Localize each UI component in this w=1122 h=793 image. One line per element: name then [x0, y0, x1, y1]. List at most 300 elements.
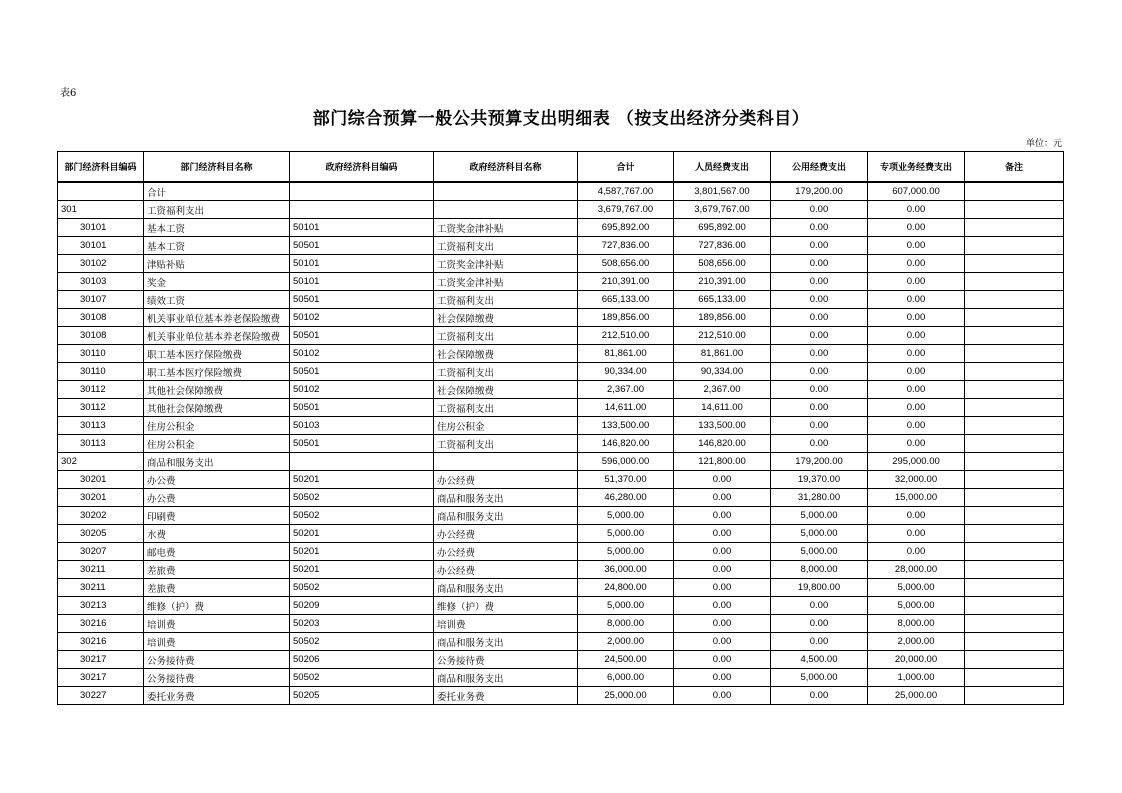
gov-name-cell: 委托业务费 — [434, 687, 578, 705]
dept-code-cell: 30216 — [58, 633, 144, 651]
public-cell: 0.00 — [771, 687, 868, 705]
gov-code-cell: 50501 — [290, 435, 434, 453]
special-cell: 20,000.00 — [868, 651, 965, 669]
total-cell: 24,800.00 — [578, 579, 674, 597]
gov-code-cell: 50205 — [290, 687, 434, 705]
total-cell: 36,000.00 — [578, 561, 674, 579]
special-cell: 0.00 — [868, 255, 965, 273]
special-cell: 295,000.00 — [868, 453, 965, 471]
table-row — [58, 255, 1064, 273]
gov-name-cell: 工资福利支出 — [434, 399, 578, 417]
public-cell: 0.00 — [771, 435, 868, 453]
table-row — [58, 182, 1064, 201]
note-cell — [965, 399, 1064, 417]
personnel-cell: 90,334.00 — [674, 363, 771, 381]
public-cell: 0.00 — [771, 363, 868, 381]
gov-code-cell: 50502 — [290, 669, 434, 687]
gov-name-cell: 办公经费 — [434, 471, 578, 489]
table-row — [58, 435, 1064, 453]
note-cell — [965, 327, 1064, 345]
public-cell: 0.00 — [771, 615, 868, 633]
special-cell: 0.00 — [868, 273, 965, 291]
gov-name-cell: 社会保障缴费 — [434, 345, 578, 363]
public-cell: 0.00 — [771, 417, 868, 435]
personnel-cell: 508,656.00 — [674, 255, 771, 273]
note-cell — [965, 687, 1064, 705]
total-cell: 51,370.00 — [578, 471, 674, 489]
table-row — [58, 615, 1064, 633]
personnel-cell: 14,611.00 — [674, 399, 771, 417]
gov-code-cell: 50101 — [290, 219, 434, 237]
dept-code-cell: 30205 — [58, 525, 144, 543]
note-cell — [965, 453, 1064, 471]
dept-name-cell: 合计 — [144, 182, 290, 201]
table-row — [58, 201, 1064, 219]
special-cell: 5,000.00 — [868, 597, 965, 615]
personnel-cell: 0.00 — [674, 687, 771, 705]
header-row — [58, 152, 1064, 183]
table-label: 表6 — [60, 88, 77, 99]
table-row — [58, 327, 1064, 345]
personnel-cell: 727,836.00 — [674, 237, 771, 255]
table-row — [58, 453, 1064, 471]
dept-code-cell: 30227 — [58, 687, 144, 705]
dept-name-cell: 津贴补贴 — [144, 255, 290, 273]
gov-name-cell: 工资福利支出 — [434, 327, 578, 345]
personnel-cell: 2,367.00 — [674, 381, 771, 399]
personnel-cell: 121,800.00 — [674, 453, 771, 471]
note-cell — [965, 669, 1064, 687]
special-cell: 2,000.00 — [868, 633, 965, 651]
dept-code-cell: 30211 — [58, 579, 144, 597]
personnel-cell: 133,500.00 — [674, 417, 771, 435]
personnel-cell: 0.00 — [674, 507, 771, 525]
total-cell: 14,611.00 — [578, 399, 674, 417]
public-cell: 0.00 — [771, 273, 868, 291]
special-cell: 0.00 — [868, 327, 965, 345]
public-cell: 4,500.00 — [771, 651, 868, 669]
note-cell — [965, 471, 1064, 489]
public-cell: 8,000.00 — [771, 561, 868, 579]
special-cell: 25,000.00 — [868, 687, 965, 705]
dept-code-cell: 30201 — [58, 471, 144, 489]
dept-name-cell: 委托业务费 — [144, 687, 290, 705]
budget-table — [57, 151, 1064, 705]
special-cell: 0.00 — [868, 219, 965, 237]
total-cell: 4,587,767.00 — [578, 182, 674, 201]
note-cell — [965, 417, 1064, 435]
note-cell — [965, 345, 1064, 363]
total-cell: 2,367.00 — [578, 381, 674, 399]
column-header: 专项业务经费支出 — [868, 152, 965, 183]
public-cell: 0.00 — [771, 201, 868, 219]
gov-code-cell: 50501 — [290, 237, 434, 255]
page-title: 部门综合预算一般公共预算支出明细表 （按支出经济分类科目） — [312, 109, 810, 129]
gov-name-cell — [434, 182, 578, 201]
dept-name-cell: 机关事业单位基本养老保险缴费 — [144, 309, 290, 327]
dept-code-cell: 30217 — [58, 651, 144, 669]
table-row — [58, 633, 1064, 651]
gov-name-cell: 维修（护）费 — [434, 597, 578, 615]
dept-code-cell: 30110 — [58, 345, 144, 363]
dept-name-cell: 差旅费 — [144, 561, 290, 579]
note-cell — [965, 615, 1064, 633]
dept-code-cell: 30102 — [58, 255, 144, 273]
column-header: 部门经济科目名称 — [144, 152, 290, 183]
note-cell — [965, 435, 1064, 453]
dept-code-cell: 30112 — [58, 399, 144, 417]
gov-code-cell: 50501 — [290, 363, 434, 381]
dept-name-cell: 印刷费 — [144, 507, 290, 525]
personnel-cell: 0.00 — [674, 633, 771, 651]
total-cell: 3,679,767.00 — [578, 201, 674, 219]
gov-code-cell — [290, 453, 434, 471]
gov-name-cell: 工资福利支出 — [434, 435, 578, 453]
dept-name-cell: 维修（护）费 — [144, 597, 290, 615]
gov-name-cell: 商品和服务支出 — [434, 579, 578, 597]
public-cell: 0.00 — [771, 633, 868, 651]
dept-code-cell: 302 — [58, 453, 144, 471]
column-header: 政府经济科目名称 — [434, 152, 578, 183]
public-cell: 0.00 — [771, 219, 868, 237]
note-cell — [965, 309, 1064, 327]
dept-code-cell: 30201 — [58, 489, 144, 507]
gov-code-cell: 50501 — [290, 291, 434, 309]
personnel-cell: 695,892.00 — [674, 219, 771, 237]
dept-name-cell: 培训费 — [144, 633, 290, 651]
total-cell: 727,836.00 — [578, 237, 674, 255]
note-cell — [965, 291, 1064, 309]
personnel-cell: 0.00 — [674, 561, 771, 579]
table-row — [58, 399, 1064, 417]
table-row — [58, 525, 1064, 543]
special-cell: 0.00 — [868, 399, 965, 417]
gov-code-cell: 50502 — [290, 507, 434, 525]
total-cell: 133,500.00 — [578, 417, 674, 435]
dept-code-cell: 30108 — [58, 327, 144, 345]
public-cell: 0.00 — [771, 237, 868, 255]
column-header: 备注 — [965, 152, 1064, 183]
dept-name-cell: 机关事业单位基本养老保险缴费 — [144, 327, 290, 345]
dept-code-cell: 30103 — [58, 273, 144, 291]
dept-name-cell: 邮电费 — [144, 543, 290, 561]
column-header: 公用经费支出 — [771, 152, 868, 183]
gov-code-cell: 50206 — [290, 651, 434, 669]
table-row — [58, 363, 1064, 381]
dept-name-cell: 基本工资 — [144, 219, 290, 237]
dept-name-cell: 办公费 — [144, 489, 290, 507]
gov-code-cell — [290, 201, 434, 219]
dept-name-cell: 职工基本医疗保险缴费 — [144, 345, 290, 363]
public-cell: 179,200.00 — [771, 182, 868, 201]
gov-name-cell: 工资福利支出 — [434, 363, 578, 381]
dept-name-cell: 办公费 — [144, 471, 290, 489]
gov-code-cell: 50203 — [290, 615, 434, 633]
dept-code-cell: 30213 — [58, 597, 144, 615]
dept-code-cell: 30108 — [58, 309, 144, 327]
gov-code-cell: 50501 — [290, 327, 434, 345]
total-cell: 8,000.00 — [578, 615, 674, 633]
public-cell: 0.00 — [771, 399, 868, 417]
special-cell: 607,000.00 — [868, 182, 965, 201]
gov-name-cell: 工资奖金津补贴 — [434, 273, 578, 291]
dept-name-cell: 差旅费 — [144, 579, 290, 597]
note-cell — [965, 201, 1064, 219]
personnel-cell: 0.00 — [674, 579, 771, 597]
note-cell — [965, 489, 1064, 507]
personnel-cell: 0.00 — [674, 615, 771, 633]
personnel-cell: 665,133.00 — [674, 291, 771, 309]
gov-code-cell: 50102 — [290, 381, 434, 399]
special-cell: 5,000.00 — [868, 579, 965, 597]
dept-code-cell: 301 — [58, 201, 144, 219]
public-cell: 5,000.00 — [771, 525, 868, 543]
dept-name-cell: 公务接待费 — [144, 669, 290, 687]
dept-name-cell: 其他社会保障缴费 — [144, 381, 290, 399]
dept-name-cell: 住房公积金 — [144, 435, 290, 453]
special-cell: 32,000.00 — [868, 471, 965, 489]
total-cell: 25,000.00 — [578, 687, 674, 705]
special-cell: 0.00 — [868, 417, 965, 435]
dept-code-cell: 30101 — [58, 237, 144, 255]
gov-code-cell — [290, 182, 434, 201]
dept-code-cell: 30202 — [58, 507, 144, 525]
personnel-cell: 0.00 — [674, 525, 771, 543]
gov-name-cell: 公务接待费 — [434, 651, 578, 669]
gov-name-cell: 办公经费 — [434, 525, 578, 543]
personnel-cell: 0.00 — [674, 543, 771, 561]
dept-code-cell: 30207 — [58, 543, 144, 561]
total-cell: 189,856.00 — [578, 309, 674, 327]
total-cell: 46,280.00 — [578, 489, 674, 507]
gov-code-cell: 50101 — [290, 255, 434, 273]
gov-code-cell: 50501 — [290, 399, 434, 417]
public-cell: 5,000.00 — [771, 669, 868, 687]
dept-name-cell: 水费 — [144, 525, 290, 543]
special-cell: 8,000.00 — [868, 615, 965, 633]
table-row — [58, 237, 1064, 255]
note-cell — [965, 219, 1064, 237]
note-cell — [965, 507, 1064, 525]
gov-code-cell: 50502 — [290, 579, 434, 597]
dept-name-cell: 培训费 — [144, 615, 290, 633]
special-cell: 0.00 — [868, 525, 965, 543]
personnel-cell: 81,861.00 — [674, 345, 771, 363]
gov-code-cell: 50502 — [290, 633, 434, 651]
public-cell: 0.00 — [771, 309, 868, 327]
personnel-cell: 146,820.00 — [674, 435, 771, 453]
gov-name-cell: 办公经费 — [434, 543, 578, 561]
note-cell — [965, 597, 1064, 615]
table-row — [58, 687, 1064, 705]
special-cell: 0.00 — [868, 237, 965, 255]
gov-name-cell: 社会保障缴费 — [434, 309, 578, 327]
column-header: 人员经费支出 — [674, 152, 771, 183]
table-row — [58, 381, 1064, 399]
personnel-cell: 189,856.00 — [674, 309, 771, 327]
personnel-cell: 0.00 — [674, 471, 771, 489]
table-row — [58, 507, 1064, 525]
public-cell: 19,800.00 — [771, 579, 868, 597]
note-cell — [965, 633, 1064, 651]
public-cell: 31,280.00 — [771, 489, 868, 507]
special-cell: 0.00 — [868, 543, 965, 561]
dept-name-cell: 商品和服务支出 — [144, 453, 290, 471]
special-cell: 0.00 — [868, 381, 965, 399]
gov-code-cell: 50502 — [290, 489, 434, 507]
table-row — [58, 669, 1064, 687]
total-cell: 146,820.00 — [578, 435, 674, 453]
dept-code-cell: 30217 — [58, 669, 144, 687]
table-row — [58, 345, 1064, 363]
public-cell: 179,200.00 — [771, 453, 868, 471]
special-cell: 0.00 — [868, 435, 965, 453]
dept-code-cell — [58, 182, 144, 201]
note-cell — [965, 579, 1064, 597]
table-row — [58, 489, 1064, 507]
dept-code-cell: 30110 — [58, 363, 144, 381]
table-row — [58, 309, 1064, 327]
gov-name-cell — [434, 453, 578, 471]
personnel-cell: 0.00 — [674, 489, 771, 507]
total-cell: 695,892.00 — [578, 219, 674, 237]
public-cell: 0.00 — [771, 345, 868, 363]
table-body — [58, 182, 1064, 705]
gov-name-cell — [434, 201, 578, 219]
note-cell — [965, 543, 1064, 561]
gov-code-cell: 50101 — [290, 273, 434, 291]
gov-code-cell: 50201 — [290, 543, 434, 561]
gov-name-cell: 商品和服务支出 — [434, 633, 578, 651]
total-cell: 90,334.00 — [578, 363, 674, 381]
table-row — [58, 219, 1064, 237]
column-header: 部门经济科目编码 — [58, 152, 144, 183]
note-cell — [965, 273, 1064, 291]
total-cell: 5,000.00 — [578, 543, 674, 561]
total-cell: 5,000.00 — [578, 507, 674, 525]
personnel-cell: 0.00 — [674, 651, 771, 669]
total-cell: 212,510.00 — [578, 327, 674, 345]
note-cell — [965, 651, 1064, 669]
personnel-cell: 3,679,767.00 — [674, 201, 771, 219]
table-row — [58, 417, 1064, 435]
dept-name-cell: 奖金 — [144, 273, 290, 291]
table-row — [58, 561, 1064, 579]
special-cell: 1,000.00 — [868, 669, 965, 687]
dept-code-cell: 30107 — [58, 291, 144, 309]
total-cell: 508,656.00 — [578, 255, 674, 273]
dept-code-cell: 30211 — [58, 561, 144, 579]
dept-name-cell: 基本工资 — [144, 237, 290, 255]
gov-code-cell: 50103 — [290, 417, 434, 435]
public-cell: 0.00 — [771, 597, 868, 615]
special-cell: 0.00 — [868, 507, 965, 525]
gov-code-cell: 50102 — [290, 345, 434, 363]
dept-name-cell: 公务接待费 — [144, 651, 290, 669]
total-cell: 5,000.00 — [578, 525, 674, 543]
total-cell: 210,391.00 — [578, 273, 674, 291]
column-header: 政府经济科目编码 — [290, 152, 434, 183]
total-cell: 5,000.00 — [578, 597, 674, 615]
table-row — [58, 543, 1064, 561]
dept-code-cell: 30112 — [58, 381, 144, 399]
public-cell: 19,370.00 — [771, 471, 868, 489]
note-cell — [965, 525, 1064, 543]
gov-code-cell: 50209 — [290, 597, 434, 615]
dept-code-cell: 30216 — [58, 615, 144, 633]
personnel-cell: 0.00 — [674, 669, 771, 687]
dept-code-cell: 30113 — [58, 435, 144, 453]
gov-name-cell: 商品和服务支出 — [434, 489, 578, 507]
note-cell — [965, 237, 1064, 255]
special-cell: 0.00 — [868, 345, 965, 363]
gov-name-cell: 培训费 — [434, 615, 578, 633]
table-row — [58, 291, 1064, 309]
gov-name-cell: 住房公积金 — [434, 417, 578, 435]
total-cell: 6,000.00 — [578, 669, 674, 687]
gov-name-cell: 社会保障缴费 — [434, 381, 578, 399]
special-cell: 0.00 — [868, 363, 965, 381]
public-cell: 5,000.00 — [771, 507, 868, 525]
table-row — [58, 651, 1064, 669]
gov-code-cell: 50201 — [290, 525, 434, 543]
dept-name-cell: 住房公积金 — [144, 417, 290, 435]
dept-name-cell: 绩效工资 — [144, 291, 290, 309]
table-row — [58, 471, 1064, 489]
gov-name-cell: 商品和服务支出 — [434, 669, 578, 687]
dept-name-cell: 其他社会保障缴费 — [144, 399, 290, 417]
public-cell: 5,000.00 — [771, 543, 868, 561]
note-cell — [965, 381, 1064, 399]
note-cell — [965, 182, 1064, 201]
total-cell: 2,000.00 — [578, 633, 674, 651]
dept-name-cell: 职工基本医疗保险缴费 — [144, 363, 290, 381]
dept-name-cell: 工资福利支出 — [144, 201, 290, 219]
note-cell — [965, 363, 1064, 381]
gov-code-cell: 50201 — [290, 471, 434, 489]
dept-code-cell: 30101 — [58, 219, 144, 237]
note-cell — [965, 561, 1064, 579]
table-row — [58, 273, 1064, 291]
note-cell — [965, 255, 1064, 273]
dept-code-cell: 30113 — [58, 417, 144, 435]
total-cell: 665,133.00 — [578, 291, 674, 309]
gov-code-cell: 50201 — [290, 561, 434, 579]
total-cell: 24,500.00 — [578, 651, 674, 669]
gov-name-cell: 工资福利支出 — [434, 291, 578, 309]
personnel-cell: 210,391.00 — [674, 273, 771, 291]
gov-name-cell: 工资奖金津补贴 — [434, 255, 578, 273]
special-cell: 0.00 — [868, 309, 965, 327]
total-cell: 81,861.00 — [578, 345, 674, 363]
special-cell: 28,000.00 — [868, 561, 965, 579]
table-row — [58, 579, 1064, 597]
unit-label: 单位：元 — [1025, 139, 1062, 149]
gov-code-cell: 50102 — [290, 309, 434, 327]
gov-name-cell: 办公经费 — [434, 561, 578, 579]
table-row — [58, 597, 1064, 615]
public-cell: 0.00 — [771, 381, 868, 399]
personnel-cell: 0.00 — [674, 597, 771, 615]
public-cell: 0.00 — [771, 291, 868, 309]
gov-name-cell: 商品和服务支出 — [434, 507, 578, 525]
special-cell: 15,000.00 — [868, 489, 965, 507]
personnel-cell: 3,801,567.00 — [674, 182, 771, 201]
gov-name-cell: 工资福利支出 — [434, 237, 578, 255]
personnel-cell: 212,510.00 — [674, 327, 771, 345]
special-cell: 0.00 — [868, 291, 965, 309]
public-cell: 0.00 — [771, 255, 868, 273]
